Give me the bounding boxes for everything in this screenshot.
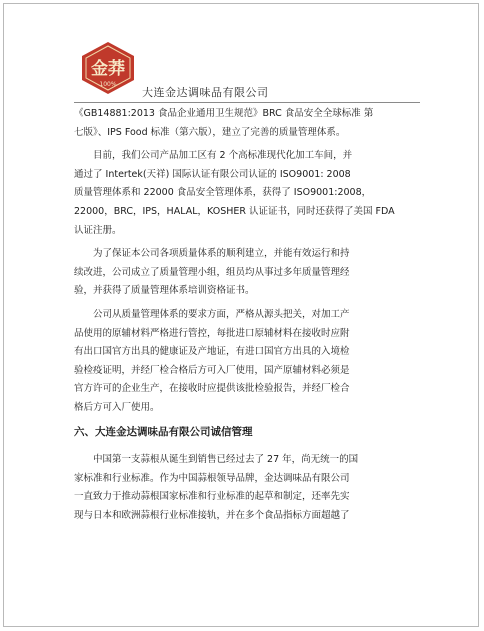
text-line: 有出口国官方出具的健康证及产地证，有进口国官方出具的入境检 [74,346,350,358]
text-line: 认证注册。 [74,224,122,236]
text-line: 22000，BRC，IPS，HALAL，KOSHER 认证证书，同时还获得了美国 FDA [74,205,395,217]
text-line: 目前，我们公司产品加工区有 2 个高标准现代化加工车间，并 [93,150,353,162]
document-body [74,105,420,530]
text-line: 现与日本和欧洲蒜根行业标准接轨，并在多个食品指标方面超越了 [74,509,350,521]
logo-subtext: 100% [99,81,117,88]
paragraph [74,306,420,418]
text-line: 验检疫证明，并经厂检合格后方可入厂使用，国产原辅材料必须是 [74,364,350,376]
text-line: 验，并获得了质量管理体系培训资格证书。 [74,285,255,297]
section-heading: 六、大连金达调味品有限公司诚信管理 [74,425,253,438]
paragraph [74,451,420,525]
document-header [74,40,420,103]
text-line: 质量管理体系和 22000 食品安全管理体系，获得了 ISO9001:2008， [74,187,372,199]
text-line: 为了保证本公司各项质量体系的顺利建立，并能有效运行和持 [93,248,350,260]
company-name: 大连金达调味品有限公司 [142,86,269,99]
text-line: 七版》、IPS Food 标准（第六版），建立了完善的质量管理体系。 [74,126,346,138]
text-line: 格后方可入厂使用。 [74,401,160,413]
company-logo [78,40,138,96]
text-line: 一直致力于推动蒜根国家标准和行业标准的起草和制定，还率先实 [74,491,350,503]
paragraph [74,245,420,301]
paragraph [74,105,420,142]
text-line: 官方许可的企业生产，在接收时应提供该批检验报告，并经厂检合 [74,383,350,395]
text-line: 《GB14881:2013 食品企业通用卫生规范》BRC 食品安全全球标准 第 [74,108,374,119]
logo-text: 金莽 [91,59,125,79]
text-line: 续改进，公司成立了质量管理小组，组员均从事过多年质量管理经 [74,266,350,278]
text-line: 公司从质量管理体系的要求方面，严格从源头把关，对加工产 [93,308,350,320]
text-line: 中国第一支蒜根从诞生到销售已经过去了 27 年，尚无统一的国 [93,454,359,466]
text-line: 通过了 Intertek(天祥) 国际认证有限公司认证的 ISO9001: 2008 [74,168,351,180]
paragraph [74,147,420,240]
text-line: 品使用的原辅材料严格进行管控，每批进口原辅材料在接收时应附 [74,327,350,339]
text-line: 家标准和行业标准。作为中国蒜根领导品牌，金达调味品有限公司 [74,472,350,484]
